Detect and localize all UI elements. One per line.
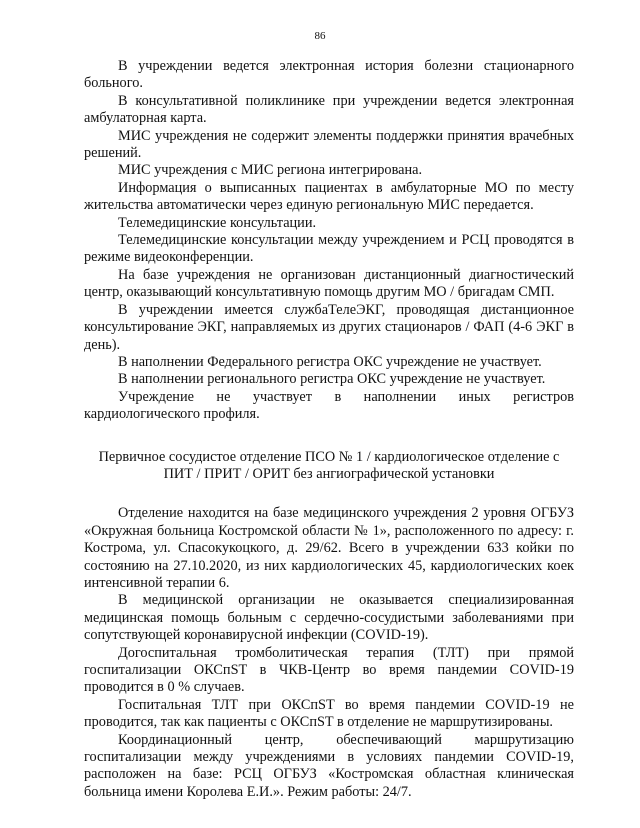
paragraph-covid-care: В медицинской организации не оказывается специализированная медицинская помощь больным с сердечно-сосудистыми заболеваниями при сопутствующей коронавирусной инфекции (COVID-19). (84, 592, 574, 644)
heading-line-1: Первичное сосудистое отделение ПСО № 1 / кардиологическое отделение с (98, 448, 560, 465)
paragraph-telemedicine-video: Телемедицинские консультации между учреждением и РСЦ проводятся в режиме видеоконференции. (84, 232, 574, 266)
section-heading (84, 449, 574, 484)
paragraph-hospital-tlt: Госпитальная ТЛТ при ОКСпST во время пандемии COVID-19 не проводится, так как пациенты с ОКСпST в отделение не маршрутизированы. (84, 696, 574, 731)
page-number: 86 (314, 30, 326, 42)
heading-line-2: ПИТ / ПРИТ / ОРИТ без ангиографической установки (163, 465, 495, 482)
paragraph-remote-diagnostic: На базе учреждения не организован дистанционный диагностический центр, оказывающий консультативную помощь другим МО / бригадам СМП. (84, 266, 574, 301)
paragraph-tele-ecg: В учреждении имеется службаТелеЭКГ, проводящая дистанционное консультирование ЭКГ, направляемых из других стационаров / ФАП (4-6 ЭКГ в день). (84, 301, 574, 353)
paragraph-prehospital-tlt: Догоспитальная тромболитическая терапия (ТЛТ) при прямой госпитализации ОКСпST в ЧКВ-Центр во время пандемии COVID-19 проводится в 0 % случаев. (84, 644, 574, 696)
paragraph-mis-integration: МИС учреждения с МИС региона интегрирована. (118, 162, 423, 179)
section-it-and-telemedicine (84, 58, 574, 424)
paragraph-discharge-info: Информация о выписанных пациентах в амбулаторные МО по месту жительства автоматически через единую региональную МИС передается. (84, 179, 574, 214)
paragraph-federal-registry: В наполнении Федерального регистра ОКС учреждение не участвует. (118, 353, 542, 370)
document-body (84, 58, 574, 801)
paragraph-mis-support: МИС учреждения не содержит элементы поддержки принятия врачебных решений. (84, 127, 574, 162)
section-pso-1 (84, 505, 574, 801)
paragraph-electronic-history: В учреждении ведется электронная история болезни стационарного больного. (84, 58, 574, 92)
paragraph-department-location: Отделение находится на базе медицинского учреждения 2 уровня ОГБУЗ «Окружная больница Костромской области № 1», расположенного по адресу: г. Кострома, ул. Спасокукоцкого, д. 29/62. Всего в учреждении 633 койки по состоянию на 27.10.2020, из них кардиологических 45, кардиологических коек интенсивной терапии 6. (84, 505, 574, 591)
paragraph-regional-registry: В наполнении регионального регистра ОКС учреждение не участвует. (118, 371, 546, 388)
paragraph-electronic-card: В консультативной поликлинике при учреждении ведется электронная амбулаторная карта. (84, 92, 574, 127)
paragraph-coordination-center: Координационный центр, обеспечивающий маршрутизацию госпитализации между учреждениями в условиях пандемии COVID-19, расположен на базе: РСЦ ОГБУЗ «Костромская областная клиническая больница имени Королева Е.И.». Режим работы: 24/7. (84, 731, 574, 800)
paragraph-other-registries: Учреждение не участвует в наполнении иных регистров кардиологического профиля. (84, 388, 574, 423)
paragraph-telemedicine-title: Телемедицинские консультации. (118, 214, 317, 231)
